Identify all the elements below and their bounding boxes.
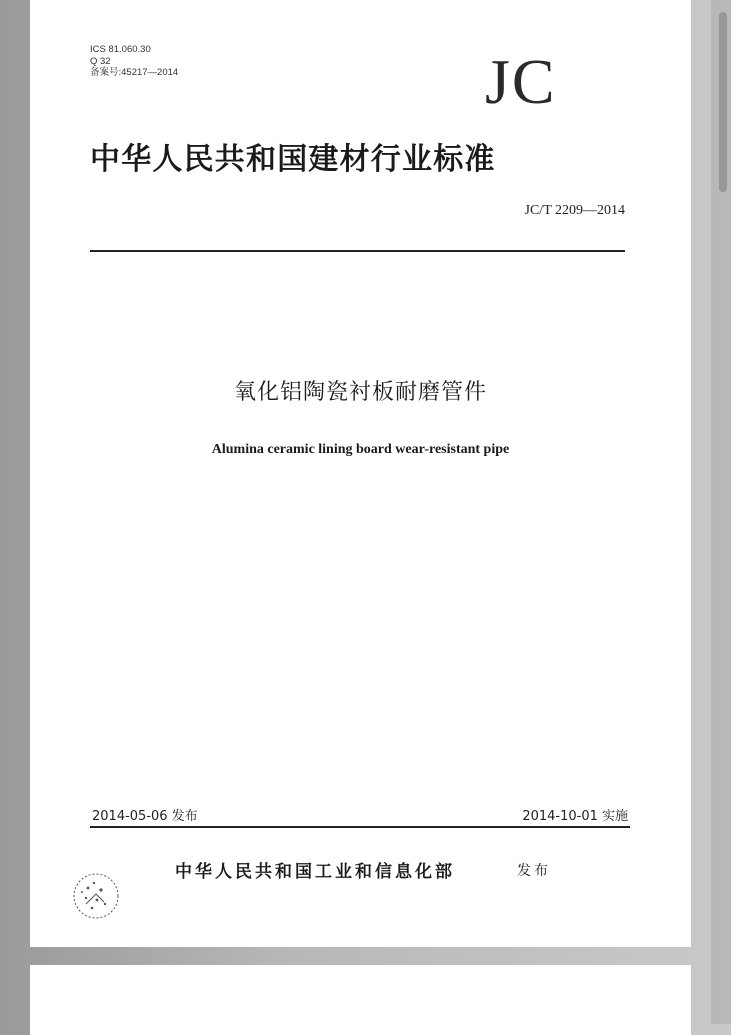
scrollbar-thumb[interactable] bbox=[719, 12, 727, 192]
next-document-page bbox=[30, 965, 691, 1035]
publisher-name: 中华人民共和国工业和信息化部 bbox=[175, 862, 455, 882]
classification-block bbox=[90, 44, 178, 79]
vertical-scrollbar[interactable] bbox=[711, 0, 731, 1024]
record-number: 备案号:45217—2014 bbox=[90, 67, 179, 78]
document-page bbox=[30, 0, 691, 947]
standard-title: 中华人民共和国建材行业标准 bbox=[90, 142, 496, 177]
document-title-cn: 氧化铝陶瓷衬板耐磨管件 bbox=[233, 380, 487, 405]
standard-number: JC/T 2209—2014 bbox=[524, 203, 625, 218]
implementation-date: 2014-10-01 实施 bbox=[522, 809, 628, 824]
jc-logo: JC bbox=[485, 46, 557, 117]
footer-divider bbox=[90, 826, 630, 828]
header-divider bbox=[90, 250, 625, 252]
class-code: Q 32 bbox=[90, 55, 111, 67]
stamp-icon bbox=[68, 868, 124, 924]
issue-date: 2014-05-06 发布 bbox=[92, 809, 198, 824]
document-title-en: Alumina ceramic lining board wear-resistant pipe bbox=[211, 442, 510, 457]
ics-code: ICS 81.060.30 bbox=[90, 44, 151, 55]
publish-label: 发布 bbox=[517, 863, 551, 879]
